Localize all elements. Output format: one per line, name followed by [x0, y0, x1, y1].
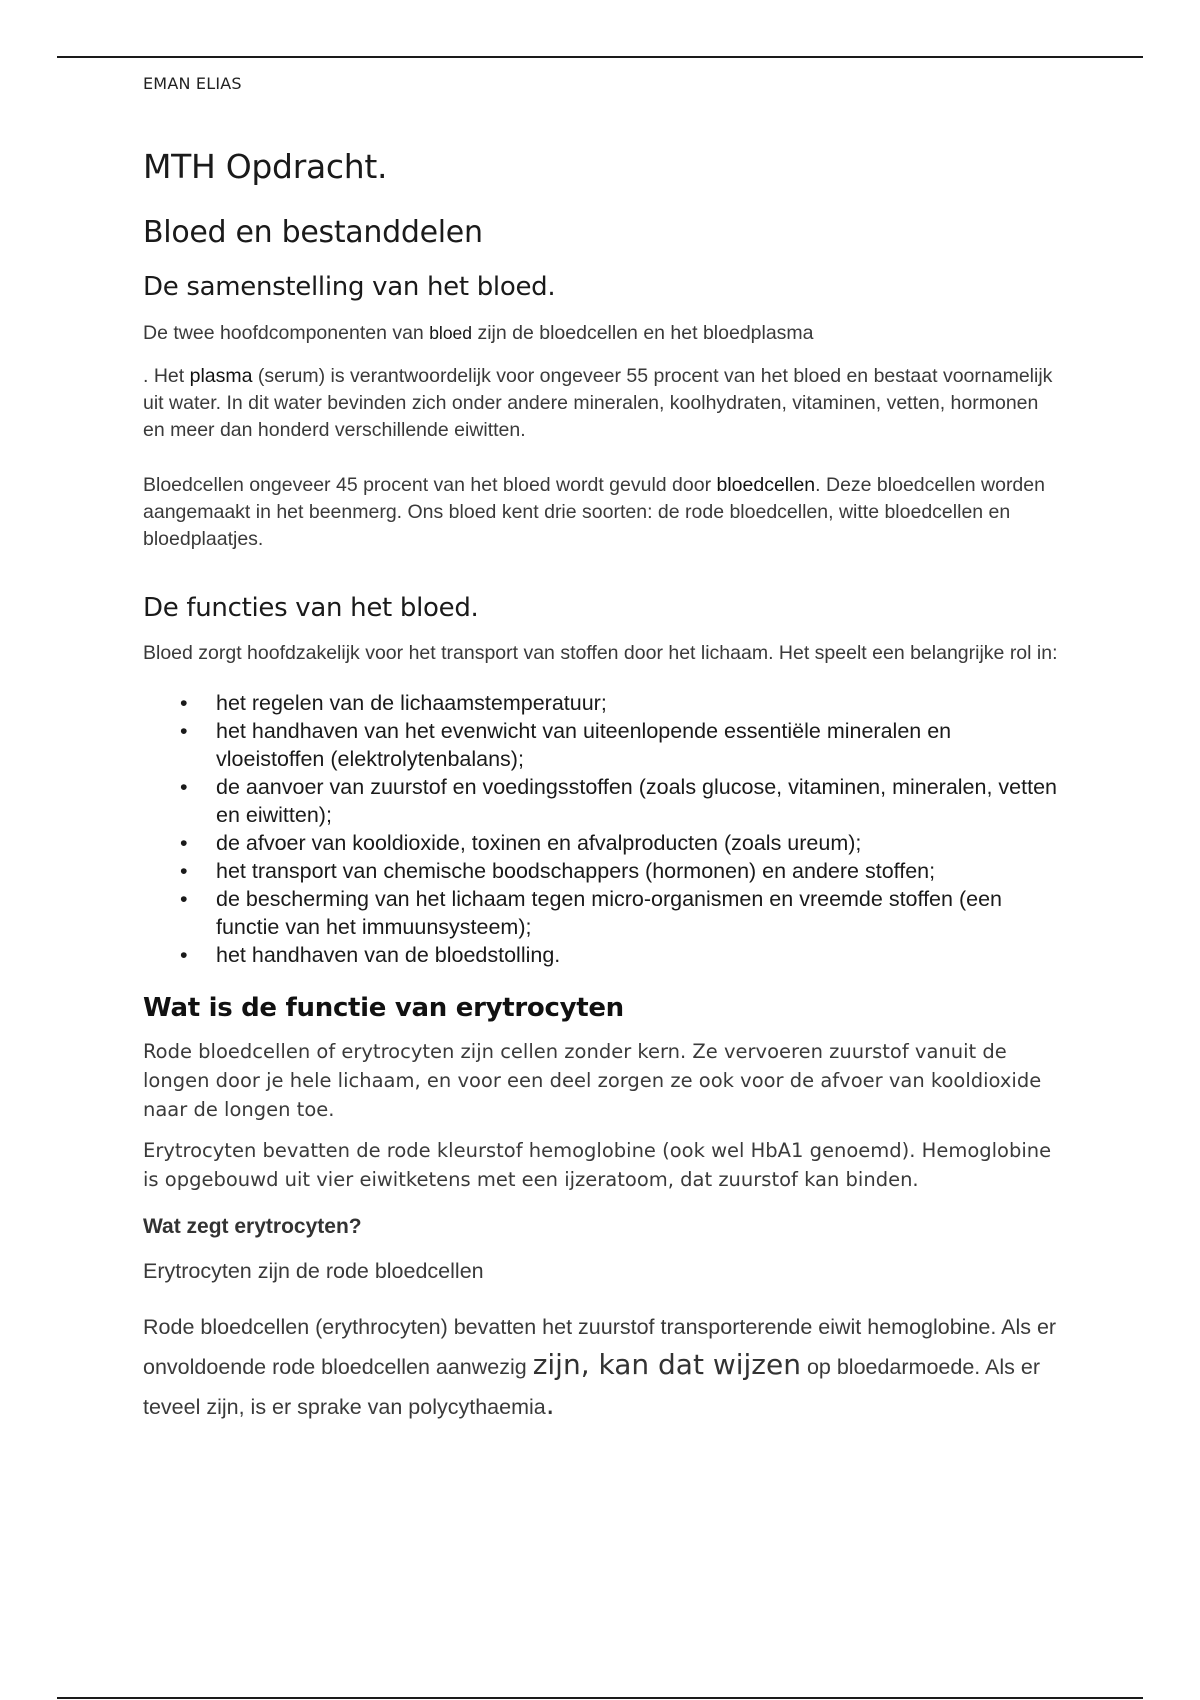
- list-item: • de bescherming van het lichaam tegen micro-organismen en vreemde stoffen (een functie van het immuunsysteem);: [216, 885, 1063, 941]
- paragraph-bloedcellen: Bloedcellen ongeveer 45 procent van het bloed wordt gevuld door bloedcellen. Deze bloedcellen worden aangemaakt in het beenmerg. Ons bloed kent drie soorten: de rode bloedcellen, witte bloedcellen en bloedplaatjes.: [143, 474, 1045, 550]
- heading-erytrocyten: Wat is de functie van erytrocyten: [143, 993, 624, 1023]
- list-item: • het handhaven van het evenwicht van uiteenlopende essentiële mineralen en vloeistoffen (elektrolytenbalans);: [216, 717, 1063, 773]
- list-item: • het regelen van de lichaamstemperatuur;: [216, 689, 1063, 717]
- heading-samenstelling: De samenstelling van het bloed.: [143, 272, 556, 302]
- paragraph-functies-intro: Bloed zorgt hoofdzakelijk voor het transport van stoffen door het lichaam. Het speelt een belangrijke rol in:: [143, 642, 1058, 664]
- term-bloedcellen: bloedcellen: [716, 474, 816, 496]
- header-rule: [57, 56, 1143, 58]
- document-title: MTH Opdracht.: [143, 147, 388, 186]
- list-item: • de aanvoer van zuurstof en voedingsstoffen (zoals glucose, vitaminen, mineralen, vetten en eiwitten);: [216, 773, 1063, 829]
- list-item: • het transport van chemische boodschappers (hormonen) en andere stoffen;: [216, 857, 1063, 885]
- author-name: EMAN ELIAS: [143, 74, 242, 93]
- paragraph-final: Rode bloedcellen (erythrocyten) bevatten het zuurstof transporterende eiwit hemoglobine. Als er onvoldoende rode bloedcellen aanwezig zijn, kan dat wijzen op bloedarmoede. Als er teveel zijn, is er sprake van polycythaemia.: [143, 1315, 1057, 1421]
- term-bloed: bloed: [429, 323, 473, 343]
- list-item: • de afvoer van kooldioxide, toxinen en afvalproducten (zoals ureum);: [216, 829, 1063, 857]
- footer-rule: [57, 1697, 1143, 1699]
- paragraph-erytrocyten: Rode bloedcellen of erytrocyten zijn cellen zonder kern. Ze vervoeren zuurstof vanuit de longen door je hele lichaam, en voor een deel zorgen ze ook voor de afvoer van kooldioxide naar de longen toe.: [143, 1040, 1042, 1121]
- functions-list: [143, 689, 1063, 969]
- question-heading: Wat zegt erytrocyten?: [143, 1215, 362, 1238]
- section-title: Bloed en bestanddelen: [143, 215, 483, 250]
- emphasis-text: zijn, kan dat wijzen: [532, 1348, 801, 1381]
- term-plasma: plasma: [189, 365, 253, 387]
- heading-functies: De functies van het bloed.: [143, 593, 479, 623]
- answer-text: Erytrocyten zijn de rode bloedcellen: [143, 1259, 484, 1283]
- list-item: • het handhaven van de bloedstolling.: [216, 941, 1063, 969]
- paragraph-hemoglobine: Erytrocyten bevatten de rode kleurstof hemoglobine (ook wel HbA1 genoemd). Hemoglobine is opgebouwd uit vier eiwitketens met een ijzeratoom, dat zuurstof kan binden.: [143, 1139, 1052, 1191]
- paragraph-plasma: . Het plasma (serum) is verantwoordelijk voor ongeveer 55 procent van het bloed en bestaat voornamelijk uit water. In dit water bevinden zich onder andere mineralen, koolhydraten, vitaminen, vetten, hormonen en meer dan honderd verschillende eiwitten.: [143, 365, 1053, 441]
- paragraph-components: De twee hoofdcomponenten van bloed zijn de bloedcellen en het bloedplasma: [143, 322, 814, 344]
- document-page: [143, 74, 1063, 1426]
